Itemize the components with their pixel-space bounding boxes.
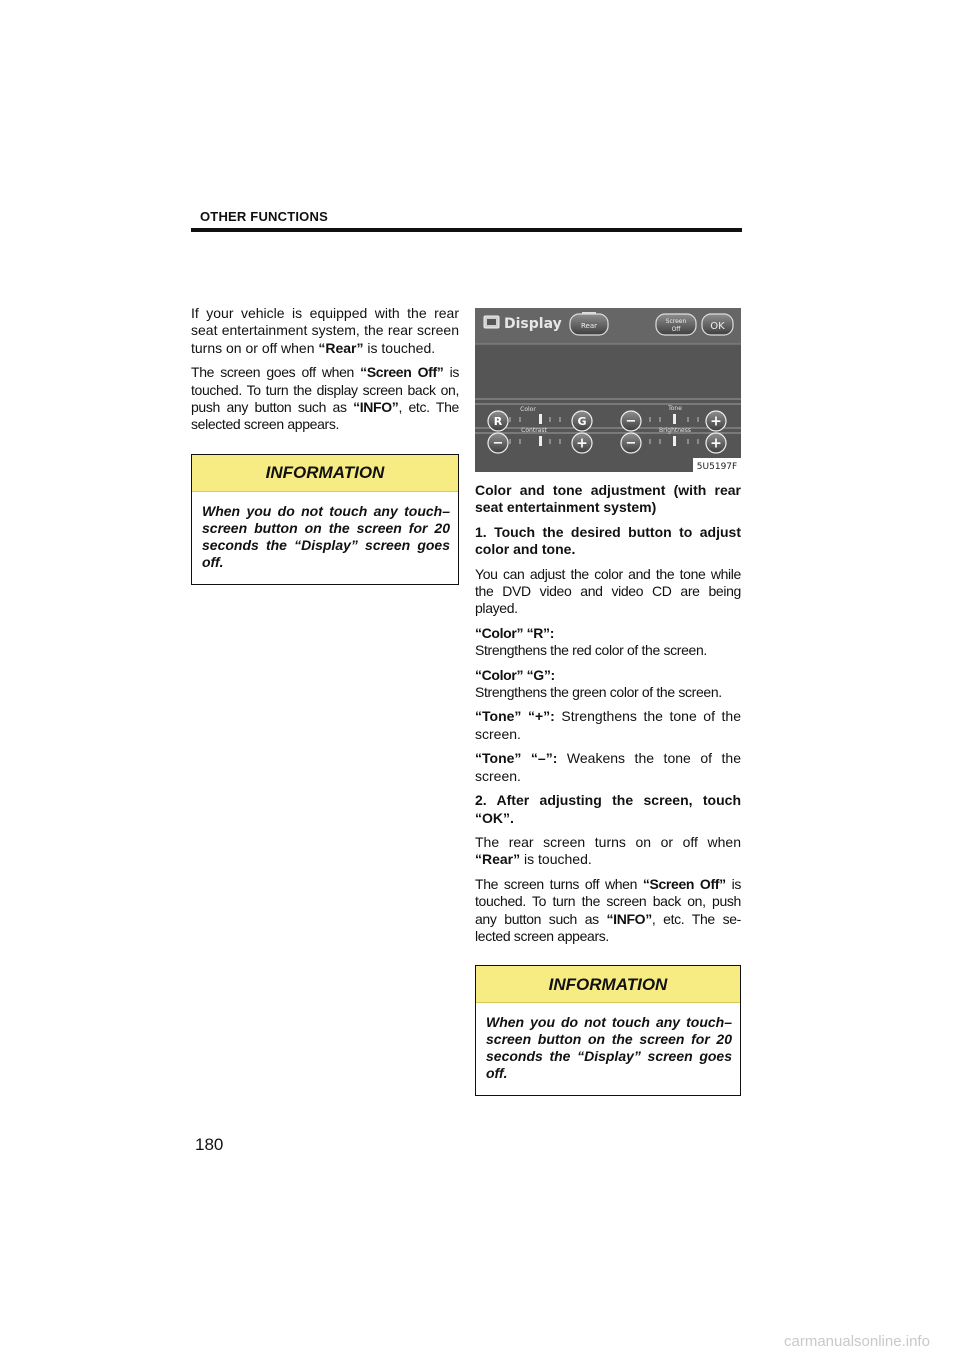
info-box-title: INFORMATION [192,455,458,492]
image-code-label: 5U5197F [696,462,738,472]
item-color-r-text: Strengthens the red color of the screen. [475,642,707,659]
brightness-minus-button-label: − [625,436,637,451]
contrast-minus-button[interactable] [488,433,508,453]
color-label: Color [520,406,536,413]
text-run: is touched. [520,851,592,868]
info-box-text: When you do not touch any touch–screen button on the screen for 20 seconds the “Display” screen goes off. [486,1014,732,1082]
ok-button-label: OK [710,321,725,332]
item-tone-minus-label: “Tone” “–”: [475,750,558,767]
brightness-plus-button-label: + [710,435,722,452]
section-header-title: OTHER FUNCTIONS [200,209,328,224]
item-color-r-label: “Color” “R”: [475,624,555,641]
item-tone-plus-text: Strengthens the tone of the screen. [475,708,742,742]
header-rule [191,228,742,232]
page-number: 180 [195,1135,224,1154]
right-column [475,482,741,1096]
item-color-r [475,625,741,660]
screen-off-label-line1: Screen [665,318,687,325]
screen-off-description [475,876,741,946]
watermark: carmanualsonline.info [784,1333,930,1350]
color-g-button-label: G [577,415,587,428]
bold-term: “Screen Off” [642,875,726,892]
contrast-minus-button-label: − [492,436,504,451]
rear-button-label: Rear [580,322,598,330]
info-box-title: INFORMATION [476,966,740,1003]
bold-term: “Screen Off” [360,364,444,381]
contrast-label: Contrast [521,427,547,434]
text-run: is touched. To turn the display screen back on, push any button such as [191,364,460,416]
left-column [191,305,459,585]
color-g-button[interactable] [572,411,592,431]
contrast-plus-button-label: + [576,435,588,452]
rear-button[interactable] [570,312,608,335]
item-color-g-text: Strengthens the green color of the screen. [475,684,722,701]
contrast-plus-button[interactable] [572,433,592,453]
text-run: The rear screen turns on or off when [475,833,741,850]
display-folder-icon [484,316,499,328]
info-box-right [475,965,741,1096]
bold-term: “Rear” [475,851,521,868]
text-run: is touched. [363,339,436,356]
item-tone-plus-label: “Tone” “+”: [475,708,555,725]
brightness-minus-button[interactable] [621,433,641,453]
step-1-instruction: 1. Touch the desired button to adjust color and tone. [475,523,741,558]
color-tone-heading: Color and tone adjustment (with rear seat entertainment system) [475,482,741,516]
item-color-g-label: “Color” “G”: [475,666,555,683]
tone-label: Tone [668,405,682,412]
text-run: The screen turns off when [475,875,643,892]
adjust-description: You can adjust the color and the tone while the DVD video and video CD are being played. [475,565,741,617]
text-run: is touched. To turn the screen back on, push any button such as [475,875,741,927]
ok-button[interactable] [702,314,733,335]
text-run: If your vehicle is equipped with the rear seat entertainment system, the rear screen turns on or off when [191,305,459,356]
screen-off-button[interactable] [656,314,696,335]
left-paragraph-screen-off [191,364,459,434]
item-color-g [475,667,741,702]
tone-plus-button-label: + [710,413,722,430]
bold-term: “Rear” [318,339,364,356]
item-tone-minus [475,750,741,785]
brightness-plus-button[interactable] [706,433,726,453]
item-tone-minus-text: Weakens the tone of the screen. [475,750,741,784]
info-box-left [191,454,459,585]
display-screen-title: Display [504,316,562,332]
display-screen-illustration [475,308,741,472]
text-run: , etc. The selected screen appears. [191,399,459,433]
info-box-text: When you do not touch any touch–screen button on the screen for 20 seconds the “Display” screen goes off. [202,502,450,570]
tone-plus-button[interactable] [706,411,726,431]
brightness-label: Brightness [659,427,691,434]
rear-description [475,834,741,869]
tone-minus-button-label: − [625,414,637,429]
screen-off-label-line2: Off [671,326,681,333]
text-run: , etc. The se-lected screen appears. [475,910,741,944]
color-r-button-label: R [493,415,503,428]
bold-term: “INFO” [606,910,652,927]
color-r-button[interactable] [488,411,508,431]
left-paragraph-rear [191,305,459,357]
bold-term: “INFO” [353,399,399,416]
step-2-instruction: 2. After adjusting the screen, touch “OK”. [475,792,741,826]
item-tone-plus [475,708,741,743]
tone-minus-button[interactable] [621,411,641,431]
text-run: The screen goes off when [191,364,361,381]
